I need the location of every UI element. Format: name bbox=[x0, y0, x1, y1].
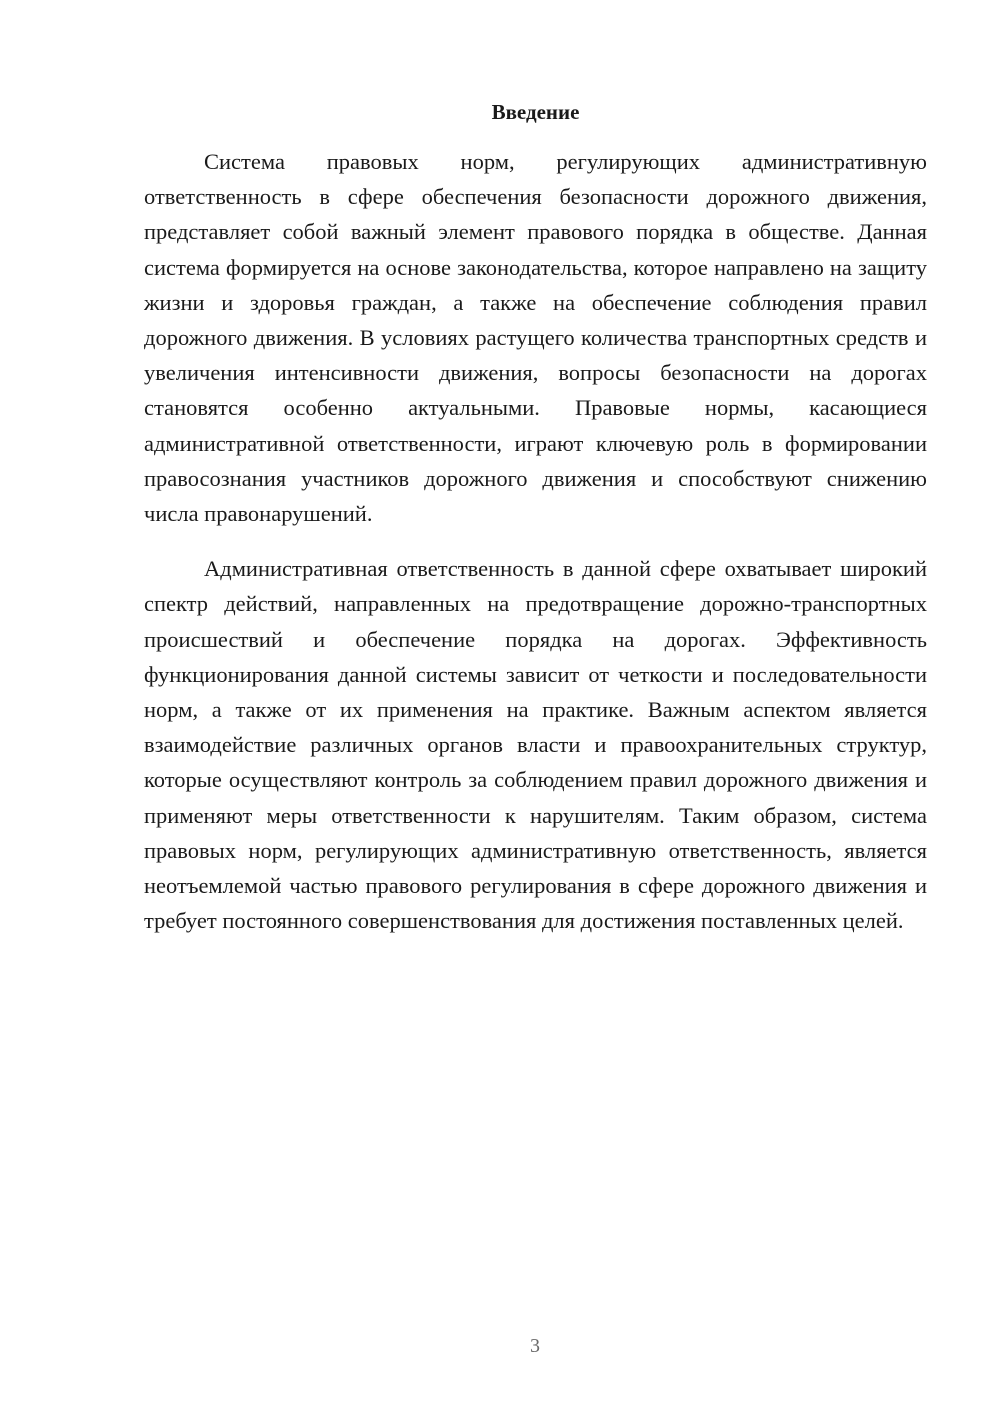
paragraph-2: Административная ответственность в данной сфере охватывает широкий спектр действий, направленных на предотвращение дорожно-транспортных происшествий и обеспечение порядка на дорогах. Эффективность функционирования данной системы зависит от четкости и последовательности норм, а также от их применения на практике. Важным аспектом является взаимодействие различных органов власти и правоохранительных структур, которые осуществляют контроль за соблюдением правил дорожного движения и применяют меры ответственности к нарушителям. Таким образом, система правовых норм, регулирующих административную ответственность, является неотъемлемой частью правового регулирования в сфере дорожного движения и требует постоянного совершенствования для достижения поставленных целей. bbox=[144, 556, 927, 934]
page-number: 3 bbox=[530, 1335, 540, 1357]
body-text bbox=[144, 144, 927, 938]
paragraph-1: Система правовых норм, регулирующих административную ответственность в сфере обеспечения безопасности дорожного движения, представляет собой важный элемент правового порядка в обществе. Данная система формируется на основе законодательства, которое направлено на защиту жизни и здоровья граждан, а также на обеспечение соблюдения правил дорожного движения. В условиях растущего количества транспортных средств и увеличения интенсивности движения, вопросы безопасности на дорогах становятся особенно актуальными. Правовые нормы, касающиеся административной ответственности, играют ключевую роль в формировании правосознания участников дорожного движения и способствуют снижению числа правонарушений. bbox=[144, 149, 927, 527]
section-heading: Введение bbox=[491, 100, 580, 124]
